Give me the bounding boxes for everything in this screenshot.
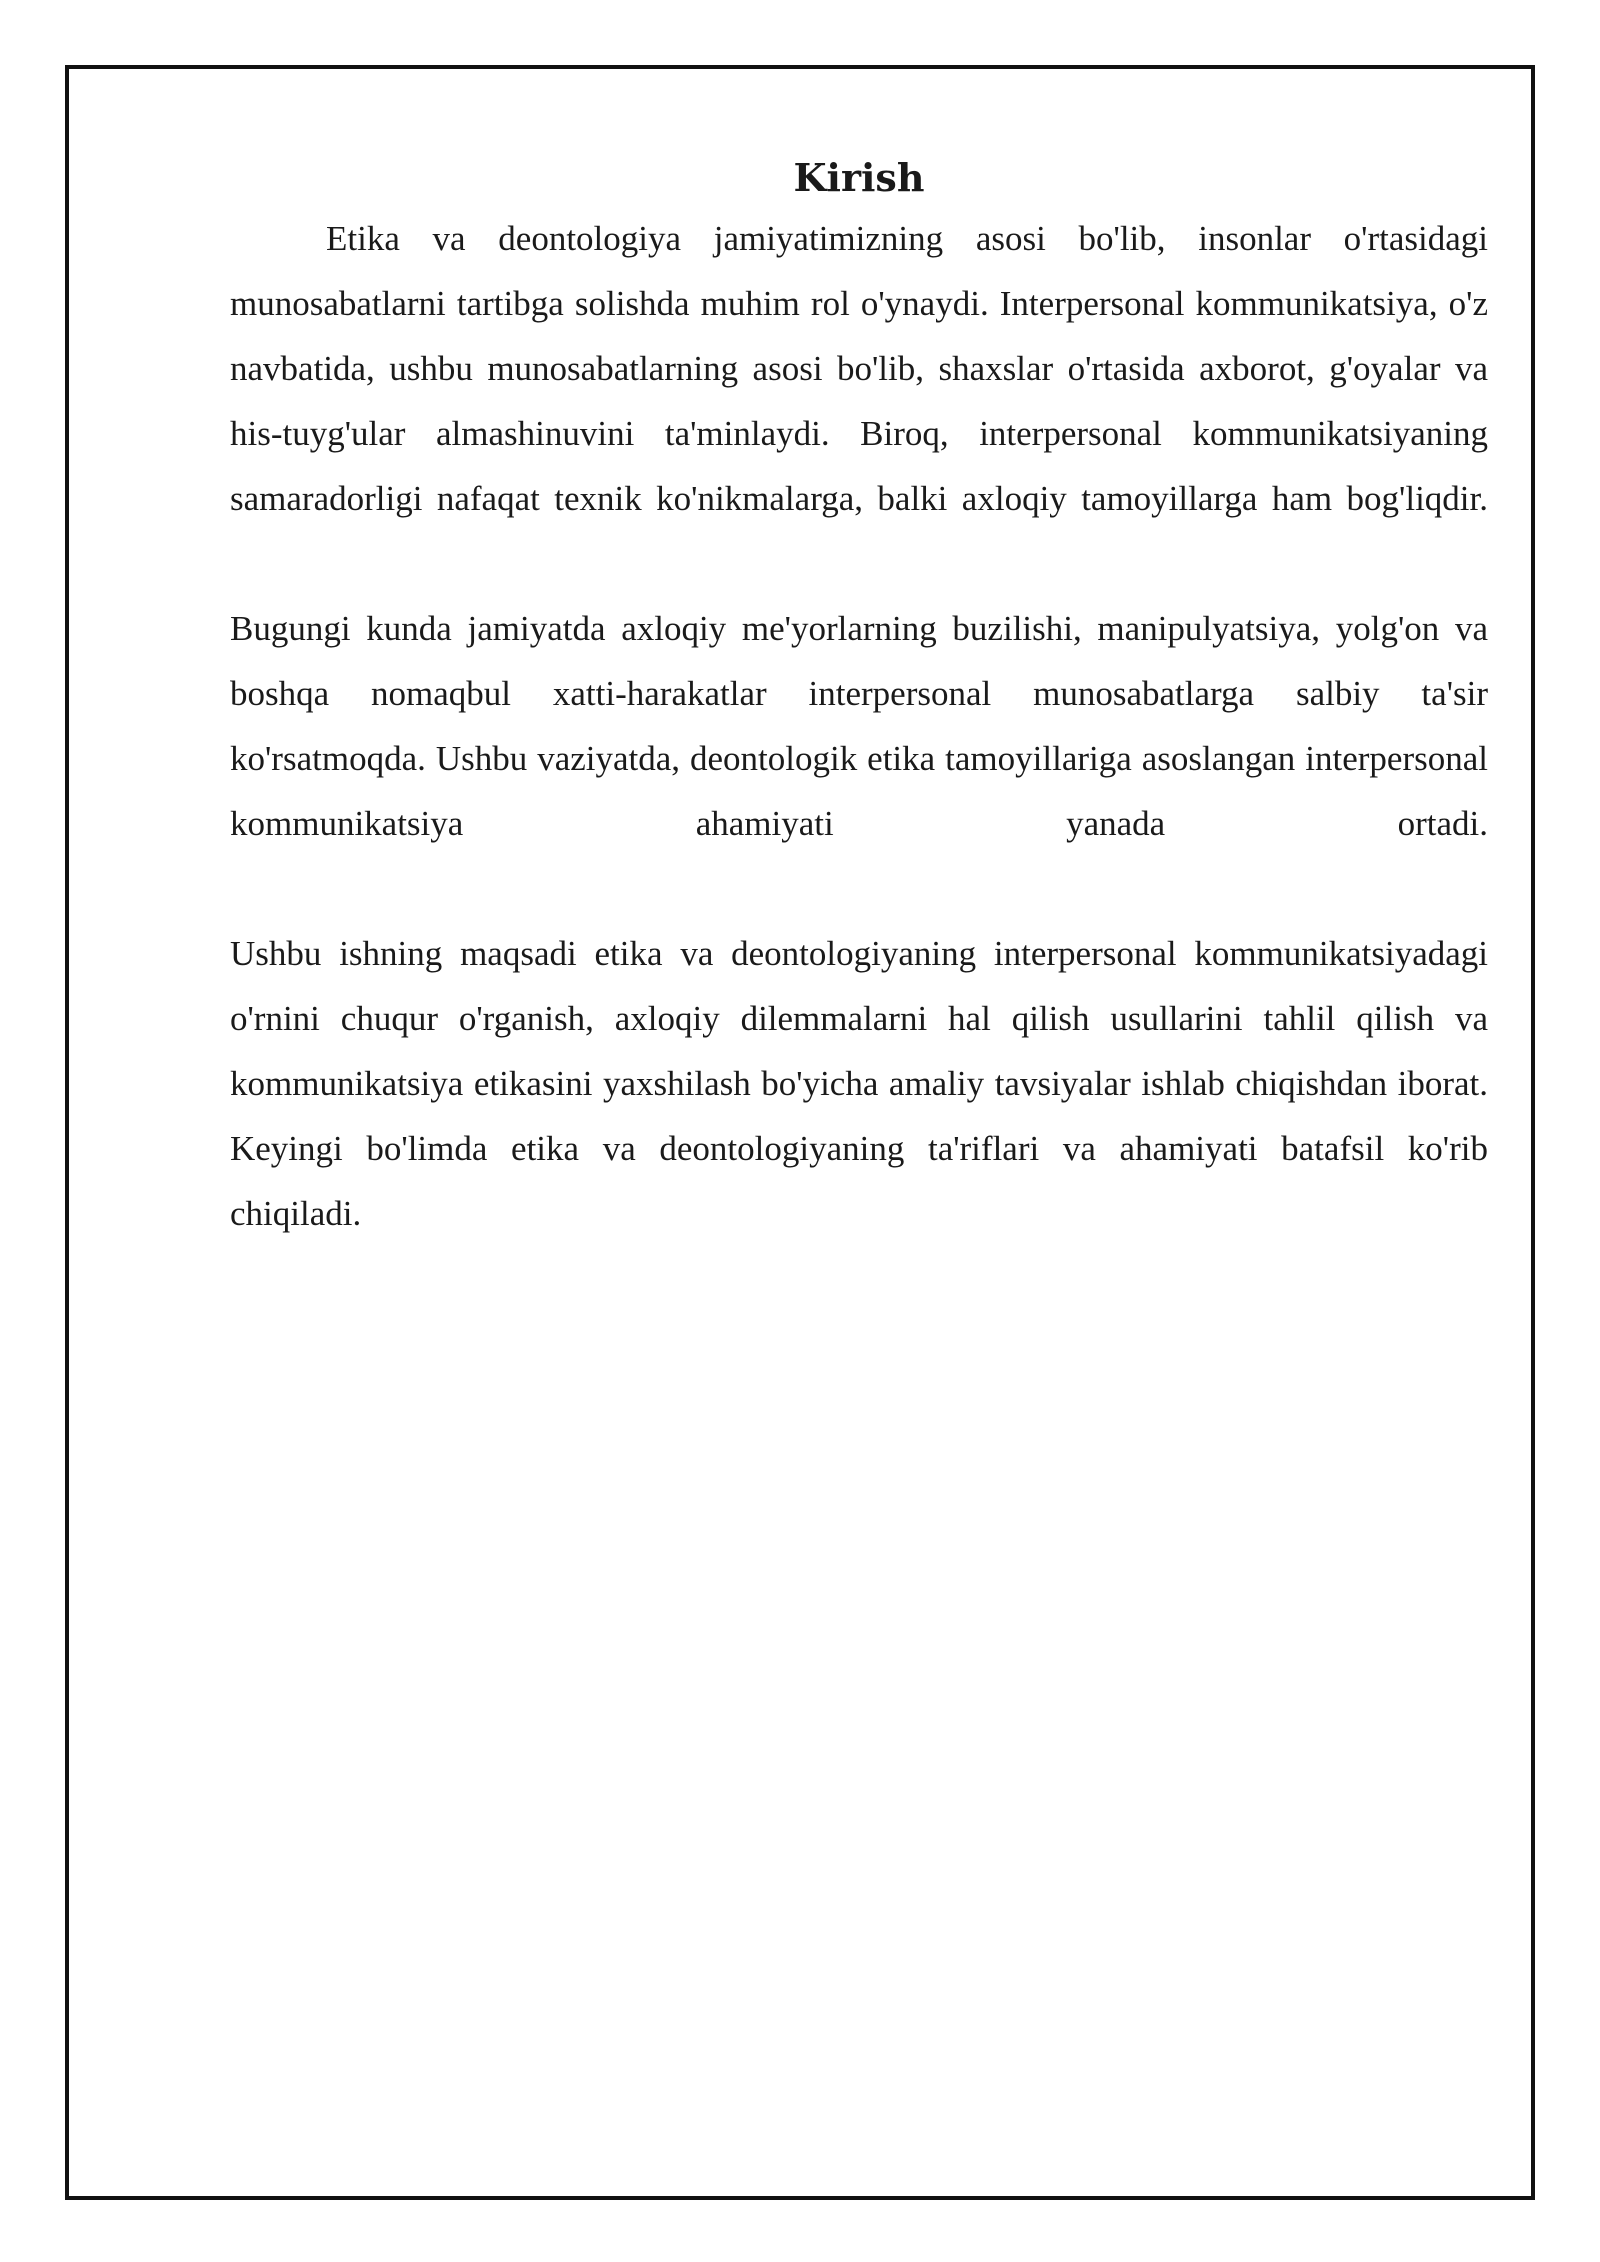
paragraph-3: Ushbu ishning maqsadi etika va deontologiyaning interpersonal kommunikatsiyadagi o'rnini chuqur o'rganish, axloqiy dilemmalarni hal qilish usullarini tahlil qilish va kommunikatsiya etikasini yaxshilash bo'yicha amaliy tavsiyalar ishlab chiqishdan iborat. Keyingi bo'limda etika va deontologiyaning ta'riflari va ahamiyati batafsil ko'rib chiqiladi. bbox=[230, 934, 1488, 1233]
paragraph-spacer bbox=[230, 856, 1488, 921]
paragraph-1: Etika va deontologiya jamiyatimizning asosi bo'lib, insonlar o'rtasidagi munosabatlarni tartibga solishda muhim rol o'ynaydi. Interpersonal kommunikatsiya, o'z navbatida, ushbu munosabatlarning asosi bo'lib, shaxslar o'rtasida axborot, g'oyalar va his-tuyg'ular almashinuvini ta'minlaydi. Biroq, interpersonal kommunikatsiyaning samaradorligi nafaqat texnik ko'nikmalarga, balki axloqiy tamoyillarga ham bog'liqdir. bbox=[230, 219, 1488, 518]
document-body bbox=[230, 150, 1488, 1246]
paragraph-spacer bbox=[230, 531, 1488, 596]
paragraph-2: Bugungi kunda jamiyatda axloqiy me'yorlarning buzilishi, manipulyatsiya, yolg'on va boshqa nomaqbul xatti-harakatlar interpersonal munosabatlarga salbiy ta'sir ko'rsatmoqda. Ushbu vaziyatda, deontologik etika tamoyillariga asoslangan interpersonal kommunikatsiya ahamiyati yanada ortadi. bbox=[230, 609, 1488, 843]
page-title: Kirish bbox=[793, 155, 925, 200]
